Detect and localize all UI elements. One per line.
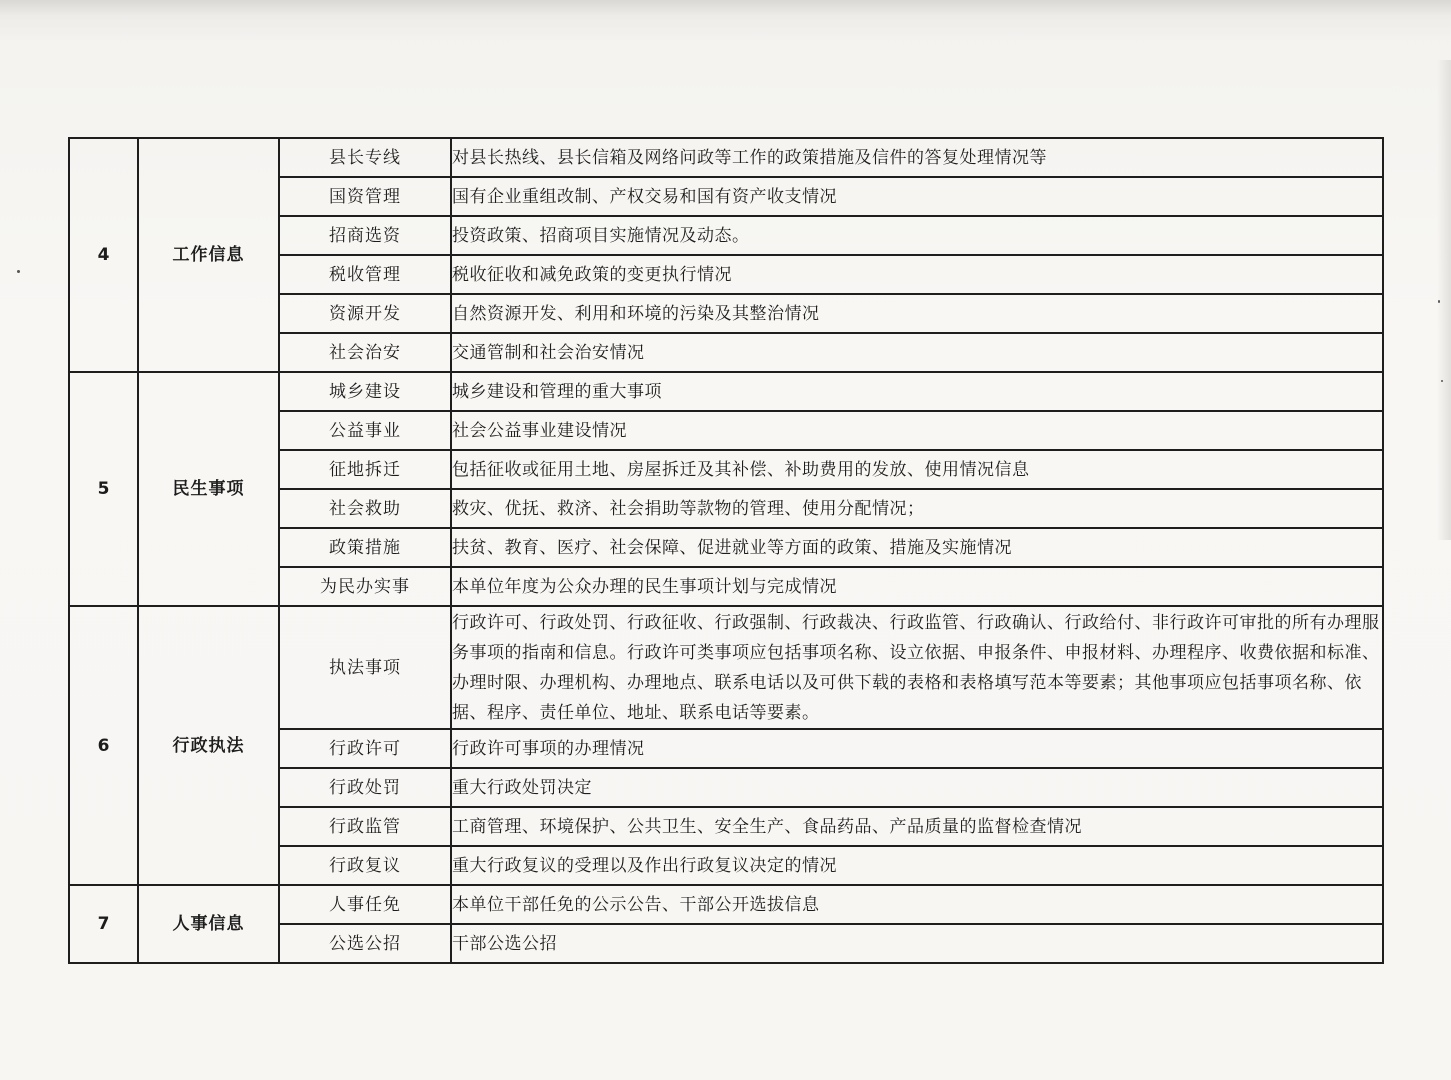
item-content: 工商管理、环境保护、公共卫生、安全生产、食品药品、产品质量的监督检查情况 [451, 807, 1383, 846]
item-name: 社会救助 [279, 489, 451, 528]
item-name: 社会治安 [279, 333, 451, 372]
item-content: 行政许可、行政处罚、行政征收、行政强制、行政裁决、行政监管、行政确认、行政给付、非行政许可审批的所有办理服务事项的指南和信息。行政许可类事项应包括事项名称、设立依据、申报条件、申报材料、办理程序、收费依据和标准、办理时限、办理机构、办理地点、联系电话以及可供下载的表格和表格填写范本等要素；其他事项应包括事项名称、依据、程序、责任单位、地址、联系电话等要素。 [451, 606, 1383, 729]
table-row [69, 138, 1383, 177]
scan-top-shadow [0, 0, 1451, 40]
group-category: 工作信息 [138, 138, 279, 372]
group-number: 7 [69, 885, 138, 963]
item-name: 资源开发 [279, 294, 451, 333]
scan-speck [1438, 300, 1440, 303]
group-number: 5 [69, 372, 138, 606]
item-name: 公益事业 [279, 411, 451, 450]
table-row [69, 885, 1383, 924]
group-number: 4 [69, 138, 138, 372]
item-content: 交通管制和社会治安情况 [451, 333, 1383, 372]
item-name: 人事任免 [279, 885, 451, 924]
group-category: 民生事项 [138, 372, 279, 606]
group-category: 人事信息 [138, 885, 279, 963]
disclosure-table [68, 137, 1384, 964]
item-name: 县长专线 [279, 138, 451, 177]
item-name: 国资管理 [279, 177, 451, 216]
item-content: 社会公益事业建设情况 [451, 411, 1383, 450]
item-content: 干部公选公招 [451, 924, 1383, 963]
scan-speck [1441, 380, 1443, 382]
scan-speck [17, 270, 20, 273]
item-content: 救灾、优抚、救济、社会捐助等款物的管理、使用分配情况； [451, 489, 1383, 528]
item-content: 投资政策、招商项目实施情况及动态。 [451, 216, 1383, 255]
item-name: 城乡建设 [279, 372, 451, 411]
item-name: 公选公招 [279, 924, 451, 963]
item-name: 为民办实事 [279, 567, 451, 606]
item-content: 重大行政处罚决定 [451, 768, 1383, 807]
item-name: 招商选资 [279, 216, 451, 255]
group-number: 6 [69, 606, 138, 885]
item-name: 政策措施 [279, 528, 451, 567]
item-content: 包括征收或征用土地、房屋拆迁及其补偿、补助费用的发放、使用情况信息 [451, 450, 1383, 489]
table-row [69, 372, 1383, 411]
item-content: 税收征收和减免政策的变更执行情况 [451, 255, 1383, 294]
item-content: 自然资源开发、利用和环境的污染及其整治情况 [451, 294, 1383, 333]
item-name: 执法事项 [279, 606, 451, 729]
item-name: 税收管理 [279, 255, 451, 294]
item-content: 重大行政复议的受理以及作出行政复议决定的情况 [451, 846, 1383, 885]
item-name: 行政许可 [279, 729, 451, 768]
item-name: 行政监管 [279, 807, 451, 846]
item-name: 征地拆迁 [279, 450, 451, 489]
table-row [69, 606, 1383, 729]
item-content: 行政许可事项的办理情况 [451, 729, 1383, 768]
item-name: 行政复议 [279, 846, 451, 885]
item-content: 国有企业重组改制、产权交易和国有资产收支情况 [451, 177, 1383, 216]
item-content: 本单位干部任免的公示公告、干部公开选拔信息 [451, 885, 1383, 924]
item-content: 城乡建设和管理的重大事项 [451, 372, 1383, 411]
item-content: 对县长热线、县长信箱及网络问政等工作的政策措施及信件的答复处理情况等 [451, 138, 1383, 177]
item-name: 行政处罚 [279, 768, 451, 807]
item-content: 扶贫、教育、医疗、社会保障、促进就业等方面的政策、措施及实施情况 [451, 528, 1383, 567]
group-category: 行政执法 [138, 606, 279, 885]
item-content: 本单位年度为公众办理的民生事项计划与完成情况 [451, 567, 1383, 606]
